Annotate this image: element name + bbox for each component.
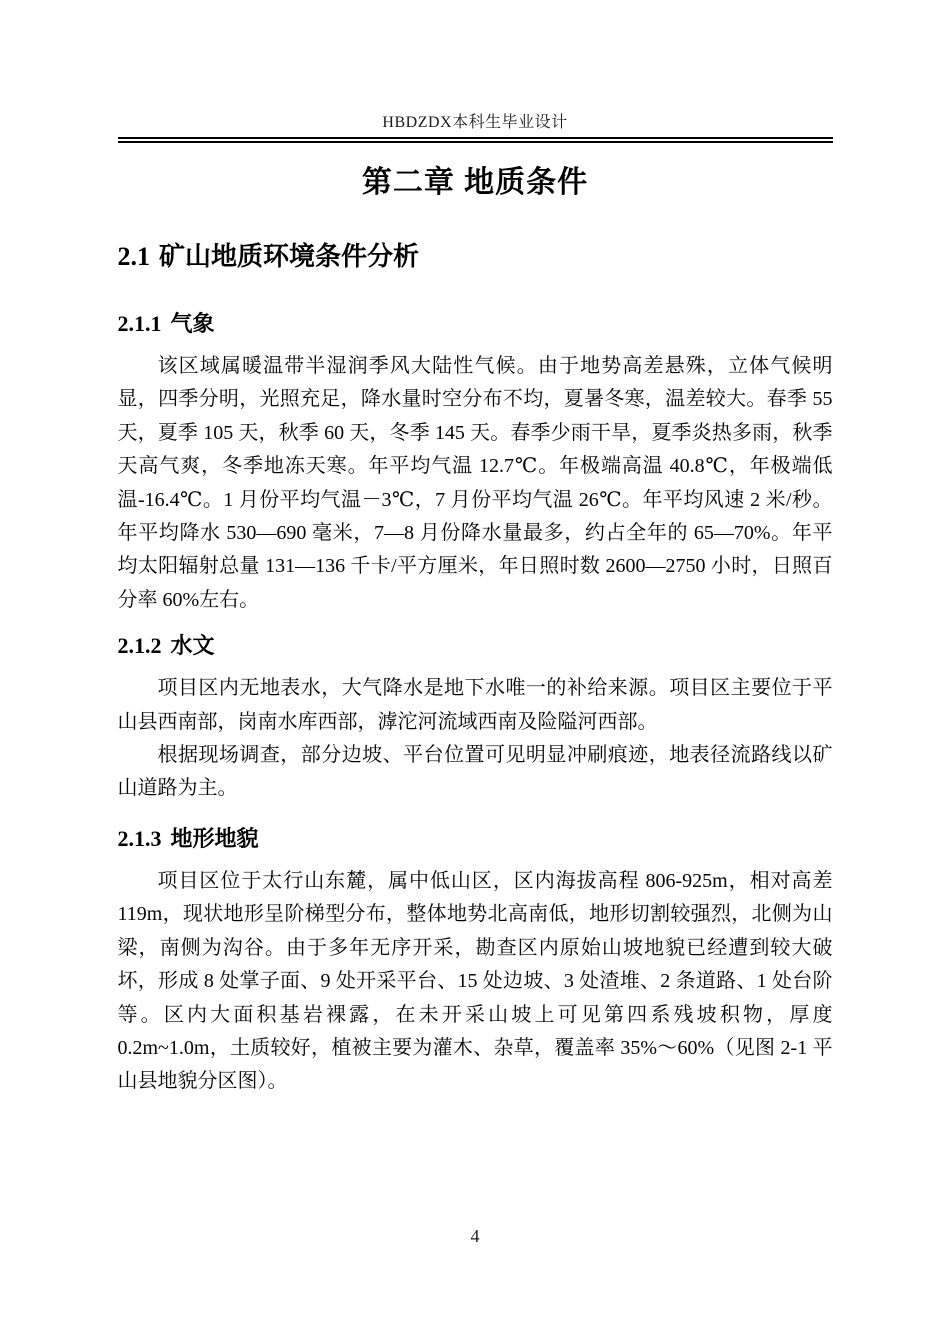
paragraph-landform: 项目区位于太行山东麓，属中低山区，区内海拔高程 806-925m，相对高差 119m，现状地形呈阶梯型分布，整体地势北高南低，地形切割较强烈，北侧为山梁，南侧为沟谷。由于多年无序开采，勘查区内原始山坡地貌已经遭到较大破坏，形成 8 处掌子面、9 处开采平台、15 处边坡、3 处渣堆、2 条道路、1 处台阶等。区内大面积基岩裸露，在未开采山坡上可见第四系残坡积物，厚度 0.2m~1.0m，土质较好，植被主要为灌木、杂草，覆盖率 35%～60%（见图 2-1 平山县地貌分区图）。	[117, 869, 833, 1093]
subsection-heading-2-1-1	[118, 310, 833, 338]
chapter-title: 第二章 地质条件	[361, 166, 589, 199]
section-title: 矿山地质环境条件分析	[159, 241, 420, 271]
running-header	[118, 0, 833, 143]
page-number: 4	[470, 1226, 480, 1246]
subsection-title: 水文	[170, 633, 215, 659]
subsection-number: 2.1.2	[117, 633, 162, 659]
page-content	[118, 0, 833, 1099]
running-header-title: HBDZDX本科生毕业设计	[382, 114, 568, 131]
subsection-number: 2.1.3	[117, 825, 162, 851]
subsection-heading-2-1-2	[118, 632, 833, 660]
paragraph-hydrology-1: 项目区内无地表水，大气降水是地下水唯一的补给来源。项目区主要位于平山县西南部，岗南水库西部，滹沱河流域西南及险隘河西部。	[117, 677, 833, 733]
section-heading-2-1	[118, 240, 833, 273]
subsection-title: 地形地貌	[170, 825, 259, 851]
subsection-heading-2-1-3	[118, 825, 833, 853]
paragraph-climate: 该区域属暖温带半湿润季风大陆性气候。由于地势高差悬殊，立体气候明显，四季分明，光照充足，降水量时空分布不均，夏暑冬寒，温差较大。春季 55 天，夏季 105 天，秋季 60 天，冬季 145 天。春季少雨干旱，夏季炎热多雨，秋季天高气爽，冬季地冻天寒。年平均气温 12.7℃。年极端高温 40.8℃，年极端低温-16.4℃。1 月份平均气温－3℃，7 月份平均气温 26℃。年平均风速 2 米/秒。年平均降水 530—690 毫米，7—8 月份降水量最多，约占全年的 65—70%。年平均太阳辐射总量 131—136 千卡/平方厘米，年日照时数 2600—2750 小时，日照百分率 60%左右。	[117, 355, 833, 611]
subsection-number: 2.1.1	[117, 311, 162, 336]
subsection-title: 气象	[170, 311, 215, 336]
header-double-rule	[118, 137, 833, 143]
section-number: 2.1	[117, 242, 150, 271]
paragraph-hydrology-2: 根据现场调查，部分边坡、平台位置可见明显冲刷痕迹，地表径流路线以矿山道路为主。	[117, 744, 833, 800]
